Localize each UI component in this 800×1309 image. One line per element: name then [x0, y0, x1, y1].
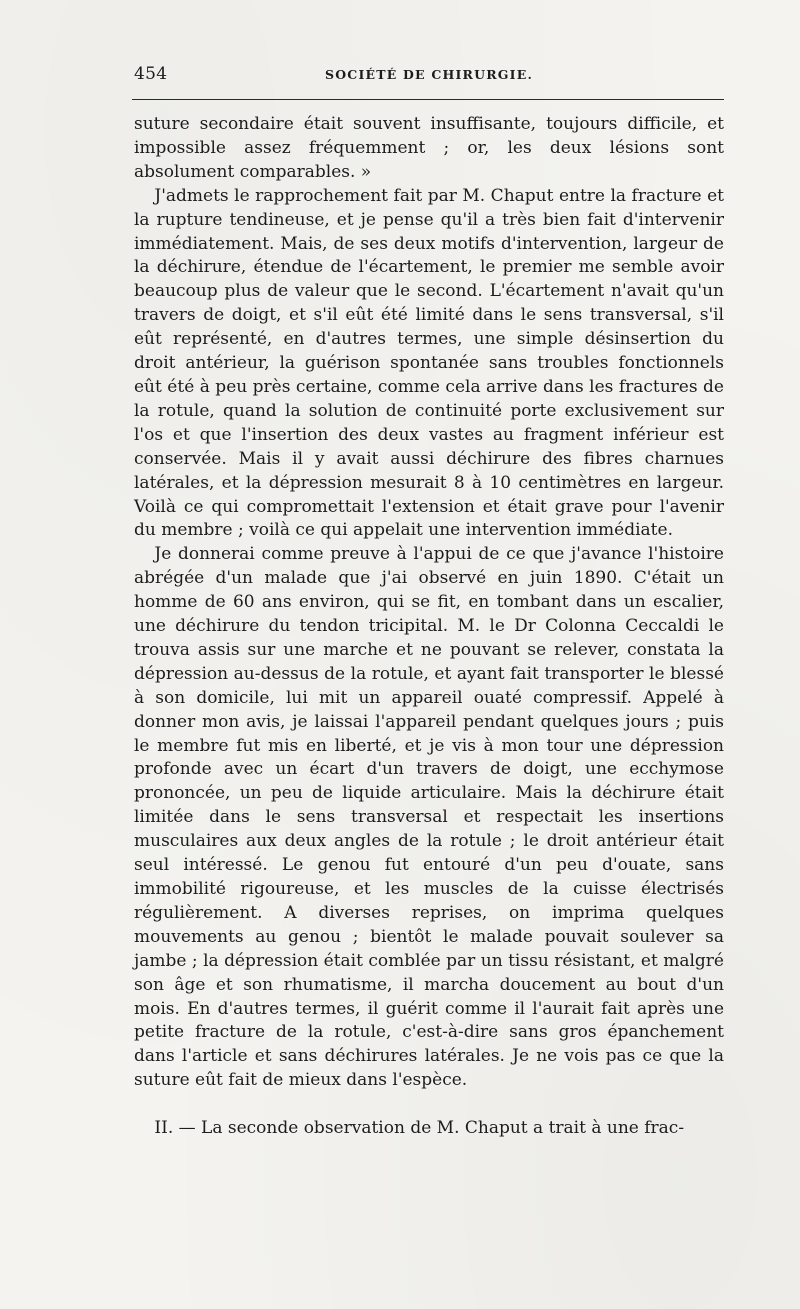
running-title: SOCIÉTÉ DE CHIRURGIE.: [324, 67, 534, 82]
body-text: [134, 113, 724, 1141]
paragraph-continuation: suture secondaire était souvent insuffisante, toujours difficile, et impossible assez fréquemment ; or, les deux lésions sont absolument comparables. »: [134, 114, 724, 182]
header-rule: [132, 99, 724, 100]
page-number: 454: [134, 64, 168, 84]
page-header: [134, 64, 724, 88]
paragraph-case-history: Je donnerai comme preuve à l'appui de ce que j'avance l'histoire abrégée d'un malade que j'ai observé en juin 1890. C'était un homme de 60 ans environ, qui se fit, en tombant dans un escalier, une déchirure du tendon tricipital. M. le Dr Colonna Ceccaldi le trouva assis sur une marche et ne pouvant se relever, constata la dépression au-dessus de la rotule, et ayant fait transporter le blessé à son domicile, lui mit un appareil ouaté compressif. Appelé à donner mon avis, je laissai l'appareil pendant quelques jours ; puis le membre fut mis en liberté, et je vis à mon tour une dépression profonde avec un écart d'un travers de doigt, une ecchymose prononcée, un peu de liquide articulaire. Mais la déchirure était limitée dans le sens transversal et respectait les insertions musculaires aux deux angles de la rotule ; le droit antérieur était seul intéressé. Le genou fut entouré d'un peu d'ouate, sans immobilité rigoureuse, et les muscles de la cuisse électrisés régulièrement. A diverses reprises, on imprima quelques mouvements au genou ; bientôt le malade pouvait soulever sa jambe ; la dépression était comblée par un tissu résistant, et malgré son âge et son rhumatisme, il marcha doucement au bout d'un mois. En d'autres termes, il guérit comme il l'aurait fait après une petite fracture de la rotule, c'est-à-dire sans gros épanchement dans l'article et sans déchirures latérales. Je ne vois pas ce que la suture eût fait de mieux dans l'espèce.: [134, 544, 724, 1091]
paragraph-section-ii: II. — La seconde observation de M. Chaput a trait à une frac-: [154, 1118, 685, 1139]
paragraph-chaput-rapprochement: J'admets le rapprochement fait par M. Chaput entre la fracture et la rupture tendineuse, et je pense qu'il a très bien fait d'intervenir immédiatement. Mais, de ses deux motifs d'intervention, largeur de la déchirure, étendue de l'écartement, le premier me semble avoir beaucoup plus de valeur que le second. L'écartement n'avait qu'un travers de doigt, et s'il eût été limité dans le sens transversal, s'il eût représenté, en d'autres termes, une simple désinsertion du droit antérieur, la guérison spontanée sans troubles fonctionnels eût été à peu près certaine, comme cela arrive dans les fractures de la rotule, quand la solution de continuité porte exclusivement sur l'os et que l'insertion des deux vastes au fragment inférieur est conservée. Mais il y avait aussi déchirure des fibres charnues latérales, et la dépression mesurait 8 à 10 centimètres en largeur. Voilà ce qui compromettait l'extension et était grave pour l'avenir du membre ; voilà ce qui appelait une intervention immédiate.: [134, 185, 724, 541]
